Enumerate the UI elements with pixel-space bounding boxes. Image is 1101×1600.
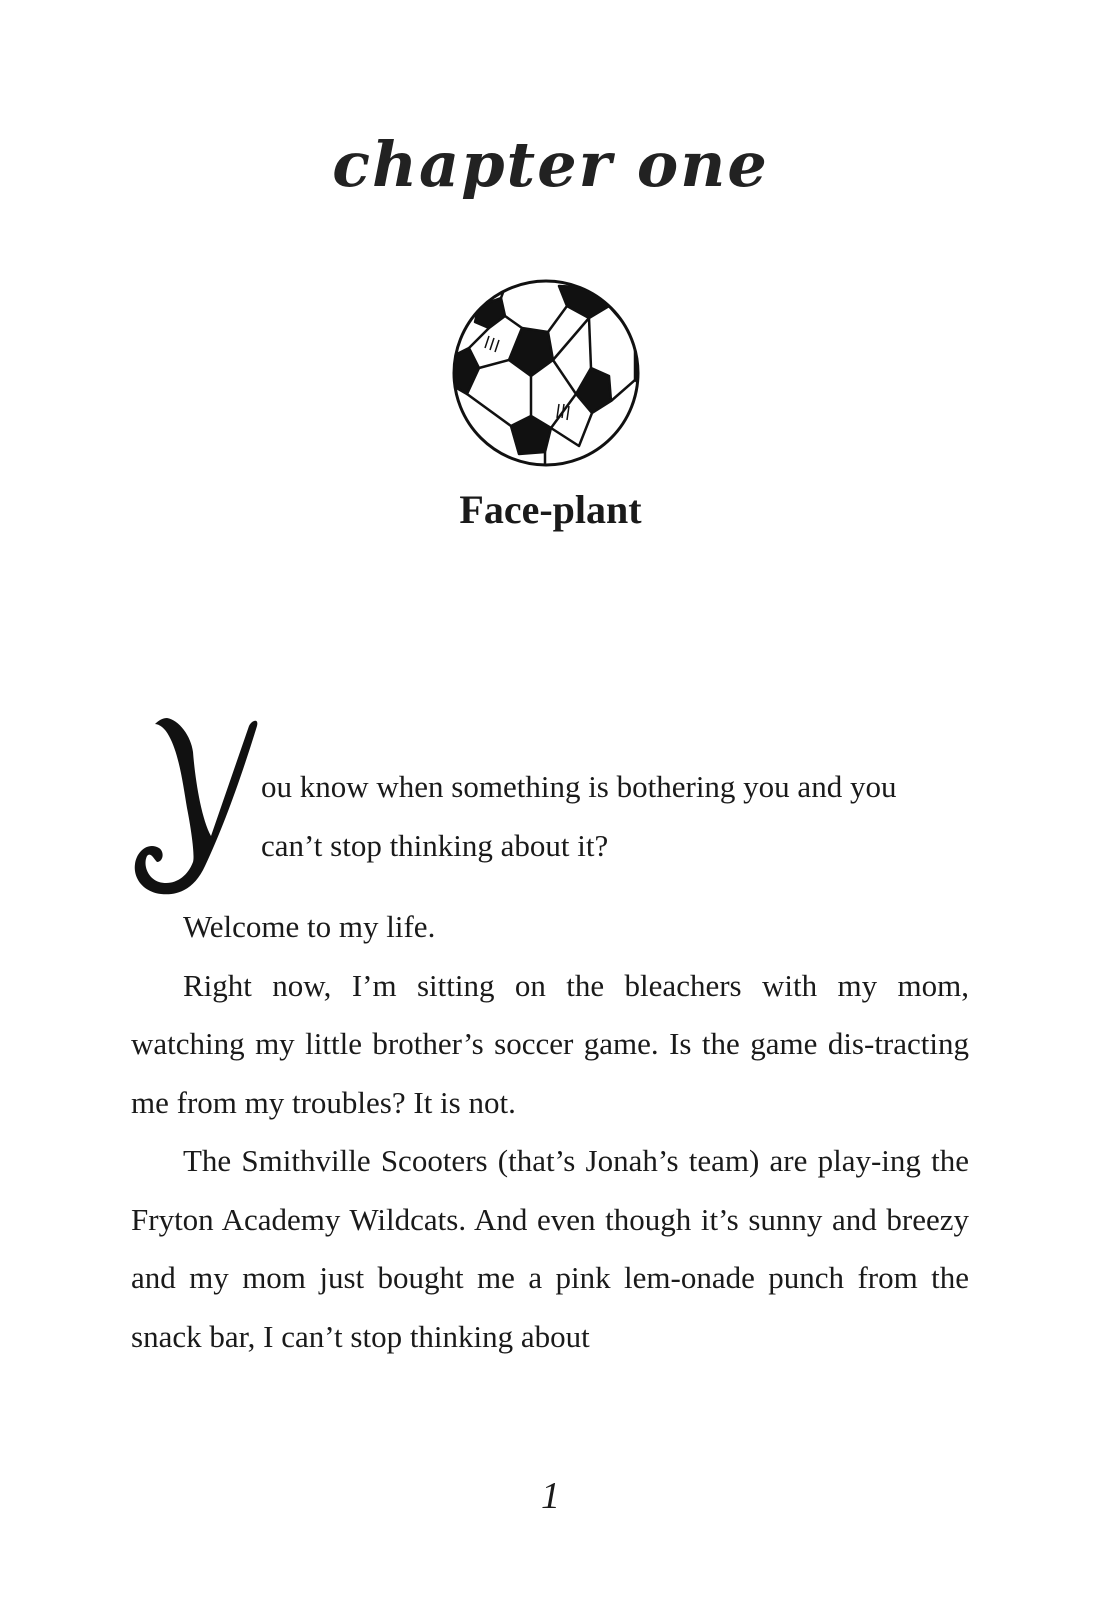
paragraph: Right now, I’m sitting on the bleachers with my mom, watching my little brother’s soccer game. Is the game dis-tracting me from my troubles? It is not.: [131, 967, 969, 1120]
first-paragraph-line: ou know when something is bothering you and you: [261, 769, 897, 804]
page-number: 1: [541, 1475, 560, 1517]
svg-text:Y: Y: [131, 718, 132, 719]
first-paragraph-line: can’t stop thinking about it?: [261, 827, 609, 863]
soccer-ball-icon: [449, 276, 643, 470]
chapter-title: Face-plant: [459, 487, 642, 532]
chapter-label: chapter one: [332, 128, 769, 201]
body-text: [131, 718, 969, 1366]
drop-cap: [131, 718, 259, 898]
paragraph: Welcome to my life.: [183, 909, 436, 944]
paragraph: The Smithville Scooters (that’s Jonah’s team) are play-ing the Fryton Academy Wildcats. And even though it’s sunny and breezy and my mom just bought me a pink lem-onade punch from the snack bar, I can’t stop thinking about: [131, 1143, 969, 1354]
